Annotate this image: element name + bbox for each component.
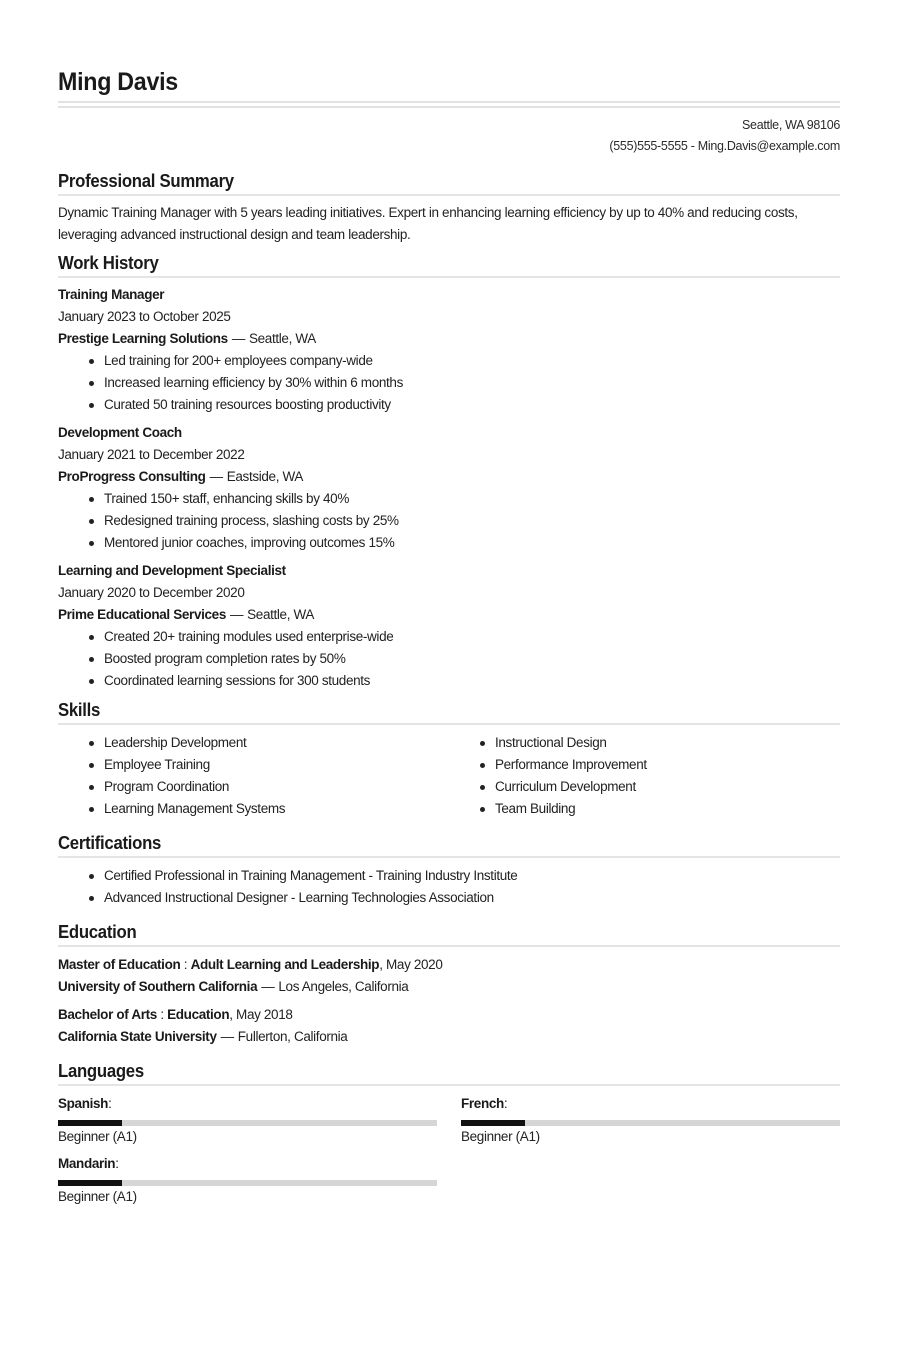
skill-item: Curriculum Development: [495, 776, 840, 798]
job-bullets: [58, 488, 840, 554]
dash: —: [231, 331, 245, 346]
job-bullets: [58, 350, 840, 416]
company-name: ProProgress Consulting: [58, 469, 206, 484]
proficiency-bar-fill: [461, 1120, 525, 1126]
skill-item: Learning Management Systems: [104, 798, 449, 820]
address: Seattle, WA 98106: [742, 118, 840, 132]
list-item: Created 20+ training modules used enterprise-wide: [104, 626, 840, 648]
section-title: Languages: [58, 1061, 144, 1081]
section-title: Professional Summary: [58, 171, 234, 191]
section-languages: [58, 1059, 840, 1207]
candidate-name: Ming Davis: [58, 68, 178, 96]
education-entry: [58, 1004, 840, 1048]
proficiency-level: Beginner (A1): [58, 1189, 137, 1204]
list-item: Curated 50 training resources boosting productivity: [104, 394, 840, 416]
job-company-line: [58, 328, 840, 350]
skill-item: Performance Improvement: [495, 754, 840, 776]
proficiency-bar-fill: [58, 1180, 122, 1186]
school-location: Los Angeles, California: [278, 979, 409, 994]
list-item: Redesigned training process, slashing costs by 25%: [104, 510, 840, 532]
phone-email-line: [58, 136, 840, 157]
job-company-line: [58, 466, 840, 488]
contact-block: [58, 115, 840, 157]
job-dates: January 2023 to October 2025: [58, 309, 231, 324]
job-location: Seattle, WA: [247, 607, 315, 622]
graduation-date: May 2018: [236, 1007, 293, 1022]
skills-grid: [58, 732, 840, 820]
certification-item: Certified Professional in Training Management - Training Industry Institute: [104, 865, 840, 887]
job-title: Training Manager: [58, 287, 165, 302]
contact-separator: -: [687, 139, 698, 153]
list-item: Mentored junior coaches, improving outcomes 15%: [104, 532, 840, 554]
certifications-list: [58, 865, 840, 909]
job-location: Seattle, WA: [248, 331, 316, 346]
list-item: Trained 150+ staff, enhancing skills by 40%: [104, 488, 840, 510]
skill-item: Program Coordination: [104, 776, 449, 798]
section-divider: [58, 276, 840, 278]
header-divider: [58, 101, 840, 108]
list-item: Led training for 200+ employees company-wide: [104, 350, 840, 372]
job-company-line: [58, 604, 840, 626]
dash: —: [229, 607, 244, 622]
phone: (555)555-5555: [609, 139, 688, 153]
language-entry: [58, 1093, 437, 1147]
degree: Bachelor of Arts: [58, 1007, 157, 1022]
language-name-line: French:: [461, 1096, 508, 1111]
proficiency-bar: [58, 1120, 437, 1126]
job-dates: January 2021 to December 2022: [58, 447, 245, 462]
section-certifications: [58, 831, 840, 909]
language-name: French: [461, 1096, 504, 1111]
skill-item: Employee Training: [104, 754, 449, 776]
section-skills: [58, 698, 840, 820]
field-of-study: Adult Learning and Leadership: [190, 957, 380, 972]
dash: —: [261, 979, 275, 994]
section-divider: [58, 945, 840, 947]
proficiency-bar: [58, 1180, 437, 1186]
degree-line: Master of Education : Adult Learning and Leadership, May 2020: [58, 957, 443, 972]
resume-page: [58, 66, 840, 1207]
proficiency-level: Beginner (A1): [58, 1129, 137, 1144]
skills-column-right: [449, 732, 840, 820]
skill-item: Instructional Design: [495, 732, 840, 754]
school-line: [58, 1026, 840, 1048]
section-divider: [58, 723, 840, 725]
list-item: Increased learning efficiency by 30% within 6 months: [104, 372, 840, 394]
job-bullets: [58, 626, 840, 692]
language-entry: [58, 1153, 437, 1207]
certification-item: Advanced Instructional Designer - Learning Technologies Association: [104, 887, 840, 909]
company-name: Prestige Learning Solutions: [58, 331, 228, 346]
school-line: [58, 976, 840, 998]
summary-text: Dynamic Training Manager with 5 years leading initiatives. Expert in enhancing learning efficiency by up to 40% and reducing costs, leveraging advanced instructional design and team leadership.: [58, 205, 798, 242]
proficiency-bar-fill: [58, 1120, 122, 1126]
school-name: University of Southern California: [58, 979, 258, 994]
section-title: Skills: [58, 700, 101, 720]
dash: —: [220, 1029, 234, 1044]
job-entry: [58, 284, 840, 416]
section-summary: [58, 169, 840, 246]
section-title: Education: [58, 922, 137, 942]
proficiency-bar: [461, 1120, 840, 1126]
language-name: Mandarin: [58, 1156, 116, 1171]
section-title: Certifications: [58, 833, 162, 853]
section-title: Work History: [58, 253, 159, 273]
section-divider: [58, 194, 840, 196]
skill-item: Team Building: [495, 798, 840, 820]
language-name-line: Spanish:: [58, 1096, 112, 1111]
dash: —: [209, 469, 223, 484]
job-dates: January 2020 to December 2020: [58, 585, 245, 600]
skill-item: Leadership Development: [104, 732, 449, 754]
skills-column-left: [58, 732, 449, 820]
section-divider: [58, 856, 840, 858]
list-item: Coordinated learning sessions for 300 students: [104, 670, 840, 692]
company-name: Prime Educational Services: [58, 607, 226, 622]
list-item: Boosted program completion rates by 50%: [104, 648, 840, 670]
degree-line: Bachelor of Arts : Education, May 2018: [58, 1007, 293, 1022]
job-location: Eastside, WA: [226, 469, 304, 484]
graduation-date: May 2020: [386, 957, 443, 972]
school-name: California State University: [58, 1029, 217, 1044]
job-title: Development Coach: [58, 425, 182, 440]
education-entry: [58, 954, 840, 998]
proficiency-level: Beginner (A1): [461, 1129, 540, 1144]
job-entry: [58, 560, 840, 692]
job-entry: [58, 422, 840, 554]
job-title: Learning and Development Specialist: [58, 563, 286, 578]
language-entry: [461, 1093, 840, 1147]
degree: Master of Education: [58, 957, 181, 972]
field-of-study: Education: [167, 1007, 230, 1022]
section-divider: [58, 1084, 840, 1086]
section-work-history: [58, 251, 840, 692]
languages-grid: [58, 1093, 840, 1207]
language-name-line: Mandarin:: [58, 1156, 119, 1171]
language-name: Spanish: [58, 1096, 109, 1111]
email: Ming.Davis@example.com: [697, 139, 840, 153]
section-education: [58, 920, 840, 1048]
school-location: Fullerton, California: [237, 1029, 348, 1044]
